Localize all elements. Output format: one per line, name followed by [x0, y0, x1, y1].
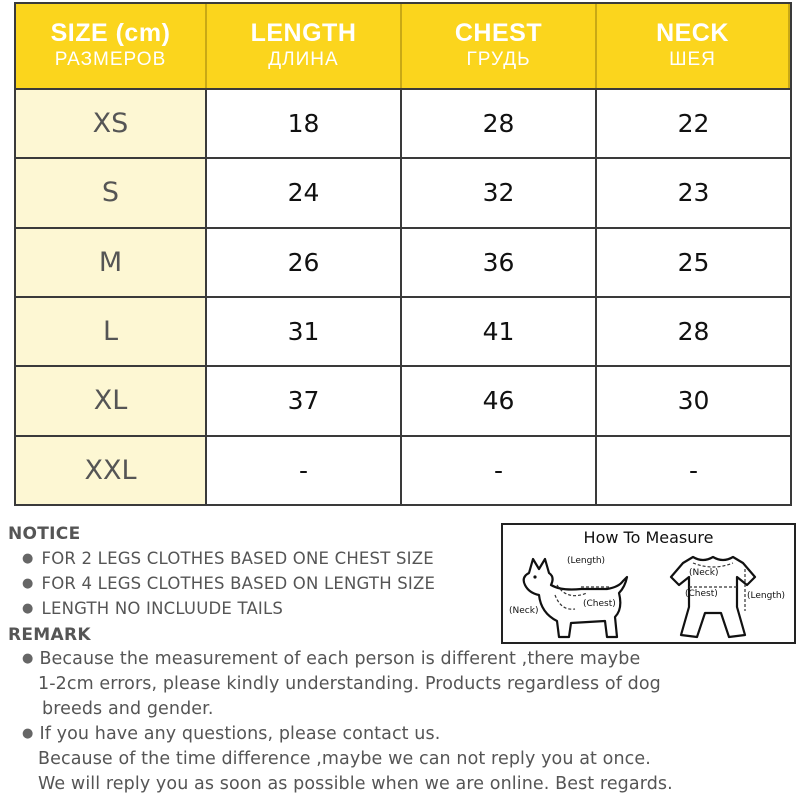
- dog-chest-label: (Chest): [583, 599, 616, 609]
- notice-item-text: FOR 4 LEGS CLOTHES BASED ON LENGTH SIZE: [41, 574, 436, 593]
- bullet-icon: ●: [22, 576, 34, 591]
- chest-cell-xl: 46: [402, 365, 597, 434]
- bullet-icon: ●: [22, 601, 34, 616]
- remark-item-2-line: Because of the time difference ,maybe we can not reply you at once.: [38, 749, 651, 769]
- size-cell-m: M: [16, 227, 207, 296]
- notice-item: [22, 574, 435, 593]
- remark-item-1-line: 1-2cm errors, please kindly understanding. Products regardless of dog: [38, 674, 661, 694]
- how-to-measure-title: How To Measure: [583, 528, 714, 547]
- chest-cell-m: 36: [402, 227, 597, 296]
- notice-item: [22, 599, 283, 618]
- size-cell-xl: XL: [16, 365, 207, 434]
- neck-cell-xxl: -: [597, 435, 790, 504]
- remark-item-2-line: We will reply you as soon as possible when we are online. Best regards.: [38, 774, 673, 794]
- notice-item: [22, 549, 434, 568]
- bullet-icon: ●: [22, 551, 34, 566]
- clothes-chest-label: (Chest): [685, 589, 718, 599]
- notice-item-text: FOR 2 LEGS CLOTHES BASED ONE CHEST SIZE: [41, 549, 434, 568]
- chest-cell-s: 32: [402, 157, 597, 226]
- bullet-icon: ●: [22, 726, 34, 741]
- remark-text: If you have any questions, please contact us.: [39, 724, 441, 744]
- header-size-en: SIZE (cm): [50, 18, 171, 47]
- bullet-icon: ●: [22, 651, 34, 666]
- length-cell-l: 31: [207, 296, 402, 365]
- remark-heading: REMARK: [8, 625, 91, 645]
- size-cell-s: S: [16, 157, 207, 226]
- size-cell-xxl: XXL: [16, 435, 207, 504]
- header-length-en: LENGTH: [250, 18, 357, 47]
- header-chest-en: CHEST: [454, 18, 543, 47]
- header-length: [207, 4, 402, 88]
- dog-length-label: (Length): [567, 556, 606, 566]
- how-to-measure-box: [501, 523, 796, 644]
- header-neck-ru: ШЕЯ: [669, 49, 716, 71]
- notice-item-text: LENGTH NO INCLUUDE TAILS: [41, 599, 284, 618]
- length-cell-s: 24: [207, 157, 402, 226]
- chest-cell-xs: 28: [402, 88, 597, 157]
- neck-cell-l: 28: [597, 296, 790, 365]
- dog-neck-label: (Neck): [509, 606, 539, 616]
- neck-cell-s: 23: [597, 157, 790, 226]
- neck-cell-xl: 30: [597, 365, 790, 434]
- length-cell-xs: 18: [207, 88, 402, 157]
- header-chest: [402, 4, 597, 88]
- clothes-length-label: (Length): [747, 591, 786, 601]
- header-size: [16, 4, 207, 88]
- chest-cell-xxl: -: [402, 435, 597, 504]
- header-chest-ru: ГРУДЬ: [466, 49, 531, 71]
- header-neck-en: NECK: [656, 18, 729, 47]
- remark-item-1-line: [22, 649, 640, 669]
- length-cell-xl: 37: [207, 365, 402, 434]
- size-chart-table: [14, 2, 792, 506]
- neck-cell-xs: 22: [597, 88, 790, 157]
- header-neck: [597, 4, 790, 88]
- neck-cell-m: 25: [597, 227, 790, 296]
- header-length-ru: ДЛИНА: [268, 49, 339, 71]
- remark-item-2-line: [22, 724, 440, 744]
- length-cell-m: 26: [207, 227, 402, 296]
- size-cell-xs: XS: [16, 88, 207, 157]
- remark-item-1-line: breeds and gender.: [42, 699, 214, 719]
- size-cell-l: L: [16, 296, 207, 365]
- header-size-ru: РАЗМЕРОВ: [54, 49, 167, 71]
- remark-text: Because the measurement of each person is different ,there maybe: [39, 649, 641, 669]
- notice-heading: NOTICE: [8, 524, 81, 544]
- length-cell-xxl: -: [207, 435, 402, 504]
- clothes-neck-label: (Neck): [689, 568, 719, 578]
- chest-cell-l: 41: [402, 296, 597, 365]
